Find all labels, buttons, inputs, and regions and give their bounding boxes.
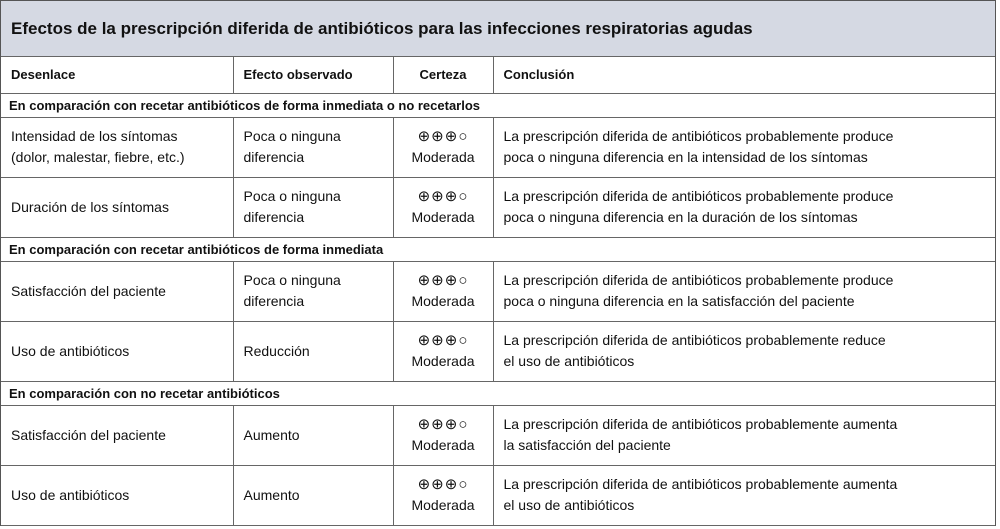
conclusion-cell-line: el uso de antibióticos [503, 353, 635, 369]
certainty-label: Moderada [411, 148, 475, 165]
header-effect: Efecto observado [233, 57, 393, 93]
evidence-table [1, 57, 995, 526]
effect-cell-line: diferencia [243, 149, 305, 165]
effect-cell-line: Reducción [243, 342, 310, 359]
outcome-cell-line: Duración de los síntomas [11, 198, 169, 215]
certainty-rating-icon: ⊕⊕⊕○ [417, 187, 469, 205]
conclusion-cell [493, 261, 995, 321]
effect-cell [233, 405, 393, 465]
certainty-label: Moderada [411, 436, 475, 453]
outcome-cell-line: (dolor, malestar, fiebre, etc.) [11, 149, 185, 165]
certainty-label: Moderada [411, 496, 475, 513]
section-row [1, 237, 995, 261]
certainty-cell [393, 261, 493, 321]
certainty-rating-icon: ⊕⊕⊕○ [417, 415, 469, 433]
effect-cell [233, 117, 393, 177]
certainty-label: Moderada [411, 208, 475, 225]
outcome-cell-line: Uso de antibióticos [11, 342, 130, 359]
outcome-cell-line: Intensidad de los síntomas [11, 128, 178, 144]
outcome-cell [1, 465, 233, 525]
conclusion-cell-line: La prescripción diferida de antibióticos probablemente reduce [503, 332, 886, 348]
table-row [1, 261, 995, 321]
outcome-cell [1, 117, 233, 177]
effect-cell [233, 261, 393, 321]
effect-cell [233, 177, 393, 237]
effect-cell-line: diferencia [243, 209, 305, 225]
certainty-cell [393, 117, 493, 177]
section-row [1, 93, 995, 117]
conclusion-cell-line: poca o ninguna diferencia en la satisfacción del paciente [503, 293, 855, 309]
effect-cell-line: diferencia [243, 293, 305, 309]
conclusion-cell [493, 465, 995, 525]
section-label: En comparación con recetar antibióticos de forma inmediata [1, 237, 995, 261]
table-row [1, 117, 995, 177]
certainty-rating-icon: ⊕⊕⊕○ [417, 127, 469, 145]
conclusion-cell-line: La prescripción diferida de antibióticos probablemente aumenta [503, 476, 898, 492]
effect-cell-line: Poca o ninguna [243, 128, 341, 144]
certainty-rating-icon: ⊕⊕⊕○ [417, 331, 469, 349]
certainty-label: Moderada [411, 352, 475, 369]
effect-cell [233, 321, 393, 381]
section-label: En comparación con recetar antibióticos de forma inmediata o no recetarlos [1, 93, 995, 117]
certainty-cell [393, 405, 493, 465]
table-title: Efectos de la prescripción diferida de antibióticos para las infecciones respiratorias agudas [11, 18, 753, 38]
outcome-cell [1, 405, 233, 465]
table-row [1, 405, 995, 465]
table-row [1, 177, 995, 237]
outcome-cell [1, 261, 233, 321]
outcome-cell [1, 177, 233, 237]
table-row [1, 465, 995, 525]
conclusion-cell [493, 321, 995, 381]
conclusion-cell [493, 177, 995, 237]
effect-cell [233, 465, 393, 525]
certainty-cell [393, 321, 493, 381]
effect-cell-line: Aumento [243, 486, 300, 503]
table-title-bar [1, 1, 995, 57]
conclusion-cell-line: poca o ninguna diferencia en la duración de los síntomas [503, 209, 858, 225]
conclusion-cell-line: La prescripción diferida de antibióticos probablemente produce [503, 272, 894, 288]
certainty-label: Moderada [411, 292, 475, 309]
conclusion-cell-line: poca o ninguna diferencia en la intensidad de los síntomas [503, 149, 868, 165]
section-row [1, 381, 995, 405]
conclusion-cell [493, 117, 995, 177]
conclusion-cell-line: La prescripción diferida de antibióticos probablemente produce [503, 128, 894, 144]
certainty-cell [393, 177, 493, 237]
conclusion-cell-line: el uso de antibióticos [503, 497, 635, 513]
conclusion-cell-line: La prescripción diferida de antibióticos probablemente produce [503, 188, 894, 204]
effect-cell-line: Aumento [243, 426, 300, 443]
header-outcome: Desenlace [1, 57, 233, 93]
certainty-rating-icon: ⊕⊕⊕○ [417, 475, 469, 493]
outcome-cell-line: Satisfacción del paciente [11, 282, 166, 299]
outcome-cell-line: Uso de antibióticos [11, 486, 130, 503]
table-row [1, 321, 995, 381]
effect-cell-line: Poca o ninguna [243, 272, 341, 288]
certainty-rating-icon: ⊕⊕⊕○ [417, 271, 469, 289]
outcome-cell-line: Satisfacción del paciente [11, 426, 166, 443]
conclusion-cell [493, 405, 995, 465]
conclusion-cell-line: La prescripción diferida de antibióticos probablemente aumenta [503, 416, 898, 432]
header-certainty: Certeza [393, 57, 493, 93]
certainty-cell [393, 465, 493, 525]
conclusion-cell-line: la satisfacción del paciente [503, 437, 671, 453]
header-conclusion: Conclusión [493, 57, 995, 93]
effect-cell-line: Poca o ninguna [243, 188, 341, 204]
outcome-cell [1, 321, 233, 381]
header-row [1, 57, 995, 93]
table-body [1, 93, 995, 525]
section-label: En comparación con no recetar antibióticos [1, 381, 995, 405]
